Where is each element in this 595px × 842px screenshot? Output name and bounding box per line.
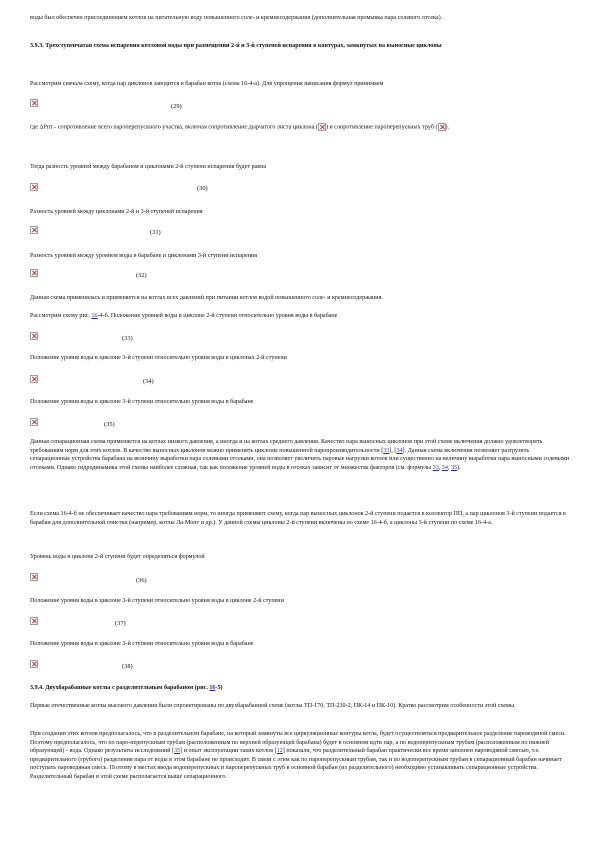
formula-image-29 — [30, 99, 38, 107]
equation-number-38: (38) — [122, 663, 133, 670]
scheme-b-text-2: -4-б. Положение уровней воды в циклоне 2-й ступени относительно уровня воды в барабане — [97, 313, 338, 319]
equation-number-30: (30) — [197, 185, 208, 192]
paragraph-intro: воды был обеспечен присоединением котлов на питательную воду повышенного соле- и кремнесодержания (дополнительная промывка пара солевого отсека). — [30, 15, 443, 21]
reference-link-33[interactable]: 33 — [383, 447, 390, 454]
sep-comma-2: , — [447, 464, 451, 471]
paragraph-scheme-a: Рассмотрим сначала схему, когда пар циклонов заводится в барабан котла (схема 16-4-а). Для упрощения написания формул принимаем — [30, 81, 384, 87]
formula-image-30 — [30, 183, 38, 191]
equation-number-29: (29) — [171, 103, 182, 110]
formula-image-34 — [30, 375, 38, 383]
paragraph-first-high-pressure: Первые отечественные котлы высокого давления были спроектированы по двухбарабанной схеме (котлы ТП-170, ТП-230-2, ПК-14 и ПК-10). Кратко рассмотрим особенности этой схемы. — [30, 703, 516, 709]
paragraph-scheme-usage: Данная схема применялась и применяется на котлах всех давлений при питании котлов водой повышенного соле- и кремнесодержания. — [30, 295, 383, 301]
formula-image-35 — [30, 418, 38, 426]
paragraph-separation-scheme — [30, 438, 570, 472]
formula-image-33 — [30, 332, 38, 340]
equation-number-36: (36) — [136, 577, 147, 584]
sep-text-4: ). — [457, 464, 461, 471]
equation-number-35: (35) — [104, 421, 115, 428]
heading-text-1: 3.9.4. Двухбарабанные котлы с разделительным барабаном (рис. — [30, 685, 210, 691]
paragraph-where-part1: где ΔPпт - сопротивление всего пароперепускного участка, включая сопротивление дырчатого листа циклона ( — [30, 124, 318, 131]
formula-image-38 — [30, 660, 38, 668]
figure-link-16[interactable]: 16 — [91, 313, 98, 319]
paragraph-where — [30, 123, 570, 132]
paragraph-where-part3: ). — [445, 124, 450, 131]
separator-text-2: ] и опыт эксплуатации таких котлов [ — [180, 748, 277, 755]
paragraph-cyclone-3-vs-drum-b: Положение уровня воды в циклоне 3-й ступени относительно уровня воды в барабане — [30, 641, 254, 647]
figure-link-16-5[interactable]: 16 — [209, 685, 216, 691]
paragraph-level-2nd-stage: Уровень воды в циклоне 2-й ступени будет определяться формулой — [30, 554, 205, 560]
formula-link-35[interactable]: 35 — [450, 464, 458, 471]
sep-text-2: ], [ — [389, 447, 397, 454]
reference-link-12[interactable]: 12 — [276, 748, 283, 755]
paragraph-cyclone-3-vs-2: Положение уровня воды в циклоне 3-й ступени относительно уровня воды в циклонах 2-й ступени — [30, 355, 287, 361]
formula-link-33[interactable]: 33 — [432, 464, 439, 471]
sep-text-3: ]. Данная схема включения позволяет разгрузить сепарационные устройства барабана на величину выработки пара солевыми отсеками, она позволяет увеличить паровые нагрузки котлов или существенно на величину выработки пара выносными солевыми отсеками. Однако гидродинамика этой схемы наиболее сложная, так как положение уровней воды в отсеках зависит от множества факторов (см. формулы — [30, 447, 569, 471]
formula-link-34[interactable]: 34 — [441, 464, 448, 471]
formula-image-32 — [30, 269, 38, 277]
paragraph-drum-cyclones-3: Разность уровней между уровнем воды в барабане и циклонами 3-й ступени испарения — [30, 253, 258, 259]
sep-text-1: Данная сепарационная схема применяется на котлах низкого давления, а иногда и на котлах среднего давления. Качество пара выносных циклонов при этой схеме включения должно удовлетворять требованиям норм для этих котлов. В качестве выносных циклонов можно применять циклоны повышенной паропроизводительности [ — [30, 439, 543, 454]
equation-number-32: (32) — [136, 272, 147, 279]
reference-link-34[interactable]: 34 — [396, 447, 403, 454]
equation-number-34: (34) — [143, 378, 154, 385]
equation-number-37: (37) — [115, 620, 126, 627]
formula-image-36 — [30, 573, 38, 581]
formula-image-31 — [30, 226, 38, 234]
section-heading-3-9-3: 3.9.3. Трехступенчатая схема испарения котловой воды при размещении 2-й и 3-й ступеней испарения в контурах, замкнутых на выносные циклоны — [30, 43, 442, 49]
separator-text-1: При создании этих котлов предполагалось, что в разделительном барабане, на который замкнуты все циркуляционные контуры котла, будет осуществляться предварительное разделение пароводяной смеси. Поэтому предполагалось, что по паро-перепускным трубам (расположенным по верхней образующей барабана) будет в основном идти пар, а по водоперепускным трубам (расположенным по нижней образующей) - вода. Однако результаты исследований [ — [30, 731, 566, 755]
sep-comma-1: , — [438, 464, 442, 471]
paragraph-cyclones-2-3: Разность уровней между циклонами 2-й и 3-й ступеней испарения — [30, 209, 203, 215]
paragraph-scheme-b — [30, 312, 570, 321]
separator-text-3: ] показали, что разделительный барабан практически все время заполнен пароводяной смесью, т.е. предварительного (грубого) разделения пара от воды в этом барабане не происходит. В связи с этим как по пароперепускным трубам, так и по водоперепускным трубам в сепарационный барабан начинает поступать пароводяная смесь. Поэтому в местах ввода водоперепускных и пароперепускных труб в основной барабан (из разделительного) необходимо устанавливать сепарационные устройства. Разделительный барабан в этой схеме располагается выше сепарационного. — [30, 748, 562, 780]
paragraph-level-difference: Тогда разность уровней между барабаном и циклонами 2-й ступени испарения будет равна — [30, 164, 267, 170]
inline-formula-image — [438, 123, 446, 131]
paragraph-combined-scheme: Если схема 16-4-б не обеспечивает качество пара требованиям норм, то иногда применяют схему, когда пар выносных циклонов 2-й ступени подается в коллектор ПП, а пар циклонов 3-й ступени подается в барабан для дополнительной очистки (например, котлы Ла-Мопт и др.). У данной схемы циклоны 2-й ступени включены по схеме 16-4-б, а циклоны 3-й ступени по схеме 16-4-а. — [30, 511, 566, 526]
inline-formula-image — [318, 123, 326, 131]
equation-number-33: (33) — [122, 335, 133, 342]
paragraph-cyclone-3-vs-2-b: Положение уровня воды в циклоне 3-й ступени относительно уровня воды в циклоне 2-й ступени — [30, 598, 284, 604]
heading-text-2: -5) — [215, 685, 223, 691]
scheme-b-text-1: Рассмотрим схему рис. — [30, 313, 92, 319]
reference-link-35[interactable]: 35 — [174, 748, 181, 755]
paragraph-cyclone-3-vs-drum: Положение уровня воды в циклоне 3-й ступени относительно уровня воды в барабане — [30, 399, 254, 405]
paragraph-where-part2: ) и сопротивление пароперепускных труб ( — [325, 124, 438, 131]
equation-number-31: (31) — [150, 229, 161, 236]
formula-image-37 — [30, 617, 38, 625]
paragraph-separator-drum — [30, 730, 570, 782]
section-heading-3-9-4 — [30, 684, 570, 693]
